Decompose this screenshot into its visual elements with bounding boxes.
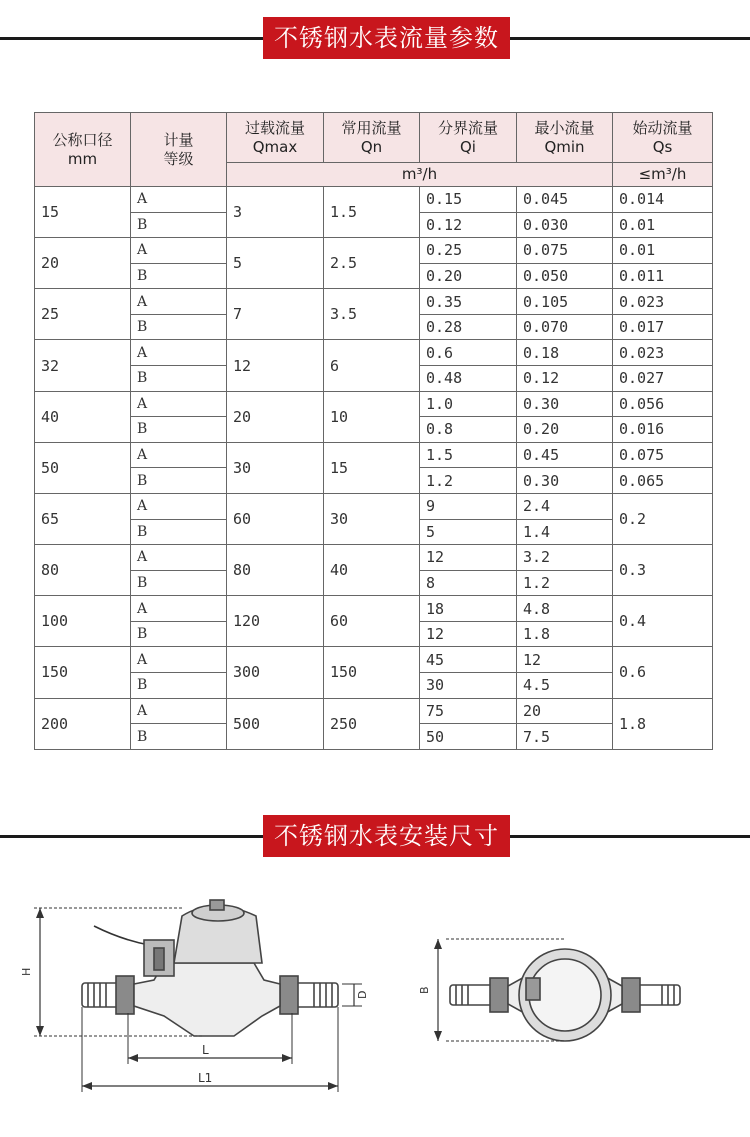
header-qn: 常用流量 Qn — [324, 113, 420, 163]
cell-qmax: 5 — [227, 238, 324, 289]
cell-qs: 0.01 — [613, 212, 713, 238]
cell-grade: A — [131, 545, 227, 571]
cell-qs: 1.8 — [613, 698, 713, 749]
dimension-label-l1: L1 — [198, 1071, 213, 1085]
outlet-nut — [622, 978, 640, 1012]
cell-qn: 15 — [324, 442, 420, 493]
cell-qmin: 1.8 — [517, 621, 613, 647]
table-row — [35, 698, 713, 724]
cell-qi: 0.48 — [420, 366, 517, 392]
cell-qmin: 3.2 — [517, 545, 613, 571]
cell-qn: 2.5 — [324, 238, 420, 289]
cell-qmax: 12 — [227, 340, 324, 391]
cell-qi: 1.0 — [420, 391, 517, 417]
cell-qmin: 4.5 — [517, 672, 613, 698]
cell-grade: B — [131, 212, 227, 238]
inlet-nut — [116, 976, 134, 1014]
cell-qmin: 1.2 — [517, 570, 613, 596]
cell-diameter: 150 — [35, 647, 131, 698]
cell-qmax: 80 — [227, 545, 324, 596]
cell-qi: 1.5 — [420, 442, 517, 468]
cell-qi: 50 — [420, 724, 517, 750]
cell-qn: 150 — [324, 647, 420, 698]
cell-qn: 1.5 — [324, 187, 420, 238]
cell-qmin: 0.18 — [517, 340, 613, 366]
cell-qmax: 30 — [227, 442, 324, 493]
cell-qi: 0.15 — [420, 187, 517, 213]
cell-grade: B — [131, 417, 227, 443]
cell-diameter: 65 — [35, 493, 131, 544]
inlet-nut — [490, 978, 508, 1012]
cell-qmin: 20 — [517, 698, 613, 724]
cell-qi: 5 — [420, 519, 517, 545]
cell-grade: B — [131, 468, 227, 494]
cell-qs: 0.027 — [613, 366, 713, 392]
outlet-nut — [280, 976, 298, 1014]
header-qmin: 最小流量 Qmin — [517, 113, 613, 163]
cell-diameter: 40 — [35, 391, 131, 442]
cell-diameter: 15 — [35, 187, 131, 238]
cell-diameter: 32 — [35, 340, 131, 391]
cell-grade: A — [131, 493, 227, 519]
cell-grade: B — [131, 314, 227, 340]
cell-qmin: 1.4 — [517, 519, 613, 545]
section-title-install-dimensions: 不锈钢水表安装尺寸 — [263, 815, 510, 857]
cell-diameter: 20 — [35, 238, 131, 289]
cell-qi: 18 — [420, 596, 517, 622]
cell-qi: 1.2 — [420, 468, 517, 494]
table-row — [35, 391, 713, 417]
cell-qi: 12 — [420, 545, 517, 571]
cell-qn: 250 — [324, 698, 420, 749]
cell-qmin: 4.8 — [517, 596, 613, 622]
cell-qmin: 0.12 — [517, 366, 613, 392]
cell-qs: 0.017 — [613, 314, 713, 340]
cell-qmin: 0.070 — [517, 314, 613, 340]
cell-qmin: 12 — [517, 647, 613, 673]
cell-qi: 0.25 — [420, 238, 517, 264]
cell-qmin: 0.050 — [517, 263, 613, 289]
cell-qs: 0.014 — [613, 187, 713, 213]
cell-grade: B — [131, 621, 227, 647]
cell-qi: 0.20 — [420, 263, 517, 289]
cell-qi: 9 — [420, 493, 517, 519]
cell-qs: 0.056 — [613, 391, 713, 417]
cell-grade: B — [131, 672, 227, 698]
header-unit-flow: m³/h — [227, 163, 613, 187]
cell-qmax: 300 — [227, 647, 324, 698]
cell-qmin: 0.030 — [517, 212, 613, 238]
cell-qmin: 0.105 — [517, 289, 613, 315]
cell-grade: A — [131, 289, 227, 315]
table-row — [35, 187, 713, 213]
cell-qn: 60 — [324, 596, 420, 647]
cell-grade: B — [131, 263, 227, 289]
cell-qn: 10 — [324, 391, 420, 442]
cell-qi: 12 — [420, 621, 517, 647]
table-row — [35, 442, 713, 468]
cell-qs: 0.4 — [613, 596, 713, 647]
cell-qi: 75 — [420, 698, 517, 724]
cell-grade: B — [131, 724, 227, 750]
cell-diameter: 200 — [35, 698, 131, 749]
cell-qi: 0.12 — [420, 212, 517, 238]
cell-qi: 0.28 — [420, 314, 517, 340]
water-meter-side-view-drawing — [20, 888, 380, 1098]
dimension-label-b: B — [418, 986, 431, 994]
cell-qs: 0.01 — [613, 238, 713, 264]
cell-qmin: 2.4 — [517, 493, 613, 519]
cell-qmax: 60 — [227, 493, 324, 544]
cell-qmin: 0.30 — [517, 391, 613, 417]
cell-qn: 3.5 — [324, 289, 420, 340]
cell-qmax: 7 — [227, 289, 324, 340]
cell-qi: 0.6 — [420, 340, 517, 366]
flow-parameters-table — [34, 112, 713, 750]
table-row — [35, 340, 713, 366]
table-row — [35, 596, 713, 622]
cell-qs: 0.016 — [613, 417, 713, 443]
cell-grade: A — [131, 442, 227, 468]
cell-qmin: 0.075 — [517, 238, 613, 264]
cell-qn: 6 — [324, 340, 420, 391]
cell-qs: 0.3 — [613, 545, 713, 596]
cell-qmax: 120 — [227, 596, 324, 647]
cell-diameter: 80 — [35, 545, 131, 596]
dimension-label-h: H — [20, 967, 33, 976]
cell-qmax: 20 — [227, 391, 324, 442]
cell-grade: A — [131, 698, 227, 724]
cell-diameter: 25 — [35, 289, 131, 340]
cell-qs: 0.023 — [613, 340, 713, 366]
cell-grade: A — [131, 238, 227, 264]
cell-qmax: 500 — [227, 698, 324, 749]
cell-qmin: 0.045 — [517, 187, 613, 213]
header-unit-qs: ≤m³/h — [613, 163, 713, 187]
table-row — [35, 238, 713, 264]
water-meter-top-view-drawing — [416, 930, 720, 1060]
cell-grade: A — [131, 596, 227, 622]
cell-qi: 0.35 — [420, 289, 517, 315]
cell-qs: 0.6 — [613, 647, 713, 698]
cell-diameter: 50 — [35, 442, 131, 493]
header-diameter: 公称口径 mm — [35, 113, 131, 187]
cell-qmin: 0.30 — [517, 468, 613, 494]
cell-grade: A — [131, 187, 227, 213]
cell-qi: 0.8 — [420, 417, 517, 443]
cell-qn: 40 — [324, 545, 420, 596]
inlet-pipe-thread — [450, 985, 496, 1005]
cell-qmin: 0.20 — [517, 417, 613, 443]
dimension-label-l: L — [202, 1043, 209, 1057]
cell-qn: 30 — [324, 493, 420, 544]
cell-qi: 8 — [420, 570, 517, 596]
cell-qs: 0.065 — [613, 468, 713, 494]
table-row — [35, 493, 713, 519]
cell-grade: B — [131, 366, 227, 392]
header-qs: 始动流量 Qs — [613, 113, 713, 163]
cell-qi: 30 — [420, 672, 517, 698]
cell-qmin: 0.45 — [517, 442, 613, 468]
cell-grade: B — [131, 570, 227, 596]
cell-qi: 45 — [420, 647, 517, 673]
header-qi: 分界流量 Qi — [420, 113, 517, 163]
cell-qmin: 7.5 — [517, 724, 613, 750]
header-grade: 计量 等级 — [131, 113, 227, 187]
table-row — [35, 289, 713, 315]
table-row — [35, 647, 713, 673]
dimension-label-d: D — [356, 990, 369, 999]
cell-grade: A — [131, 340, 227, 366]
section-title-flow-parameters: 不锈钢水表流量参数 — [263, 17, 510, 59]
cell-grade: B — [131, 519, 227, 545]
cell-diameter: 100 — [35, 596, 131, 647]
cell-grade: A — [131, 647, 227, 673]
cell-grade: A — [131, 391, 227, 417]
cell-qs: 0.011 — [613, 263, 713, 289]
outlet-pipe-thread — [634, 985, 680, 1005]
header-qmax: 过载流量 Qmax — [227, 113, 324, 163]
cell-qs: 0.023 — [613, 289, 713, 315]
cell-qs: 0.075 — [613, 442, 713, 468]
table-row — [35, 545, 713, 571]
cell-qmax: 3 — [227, 187, 324, 238]
cell-qs: 0.2 — [613, 493, 713, 544]
